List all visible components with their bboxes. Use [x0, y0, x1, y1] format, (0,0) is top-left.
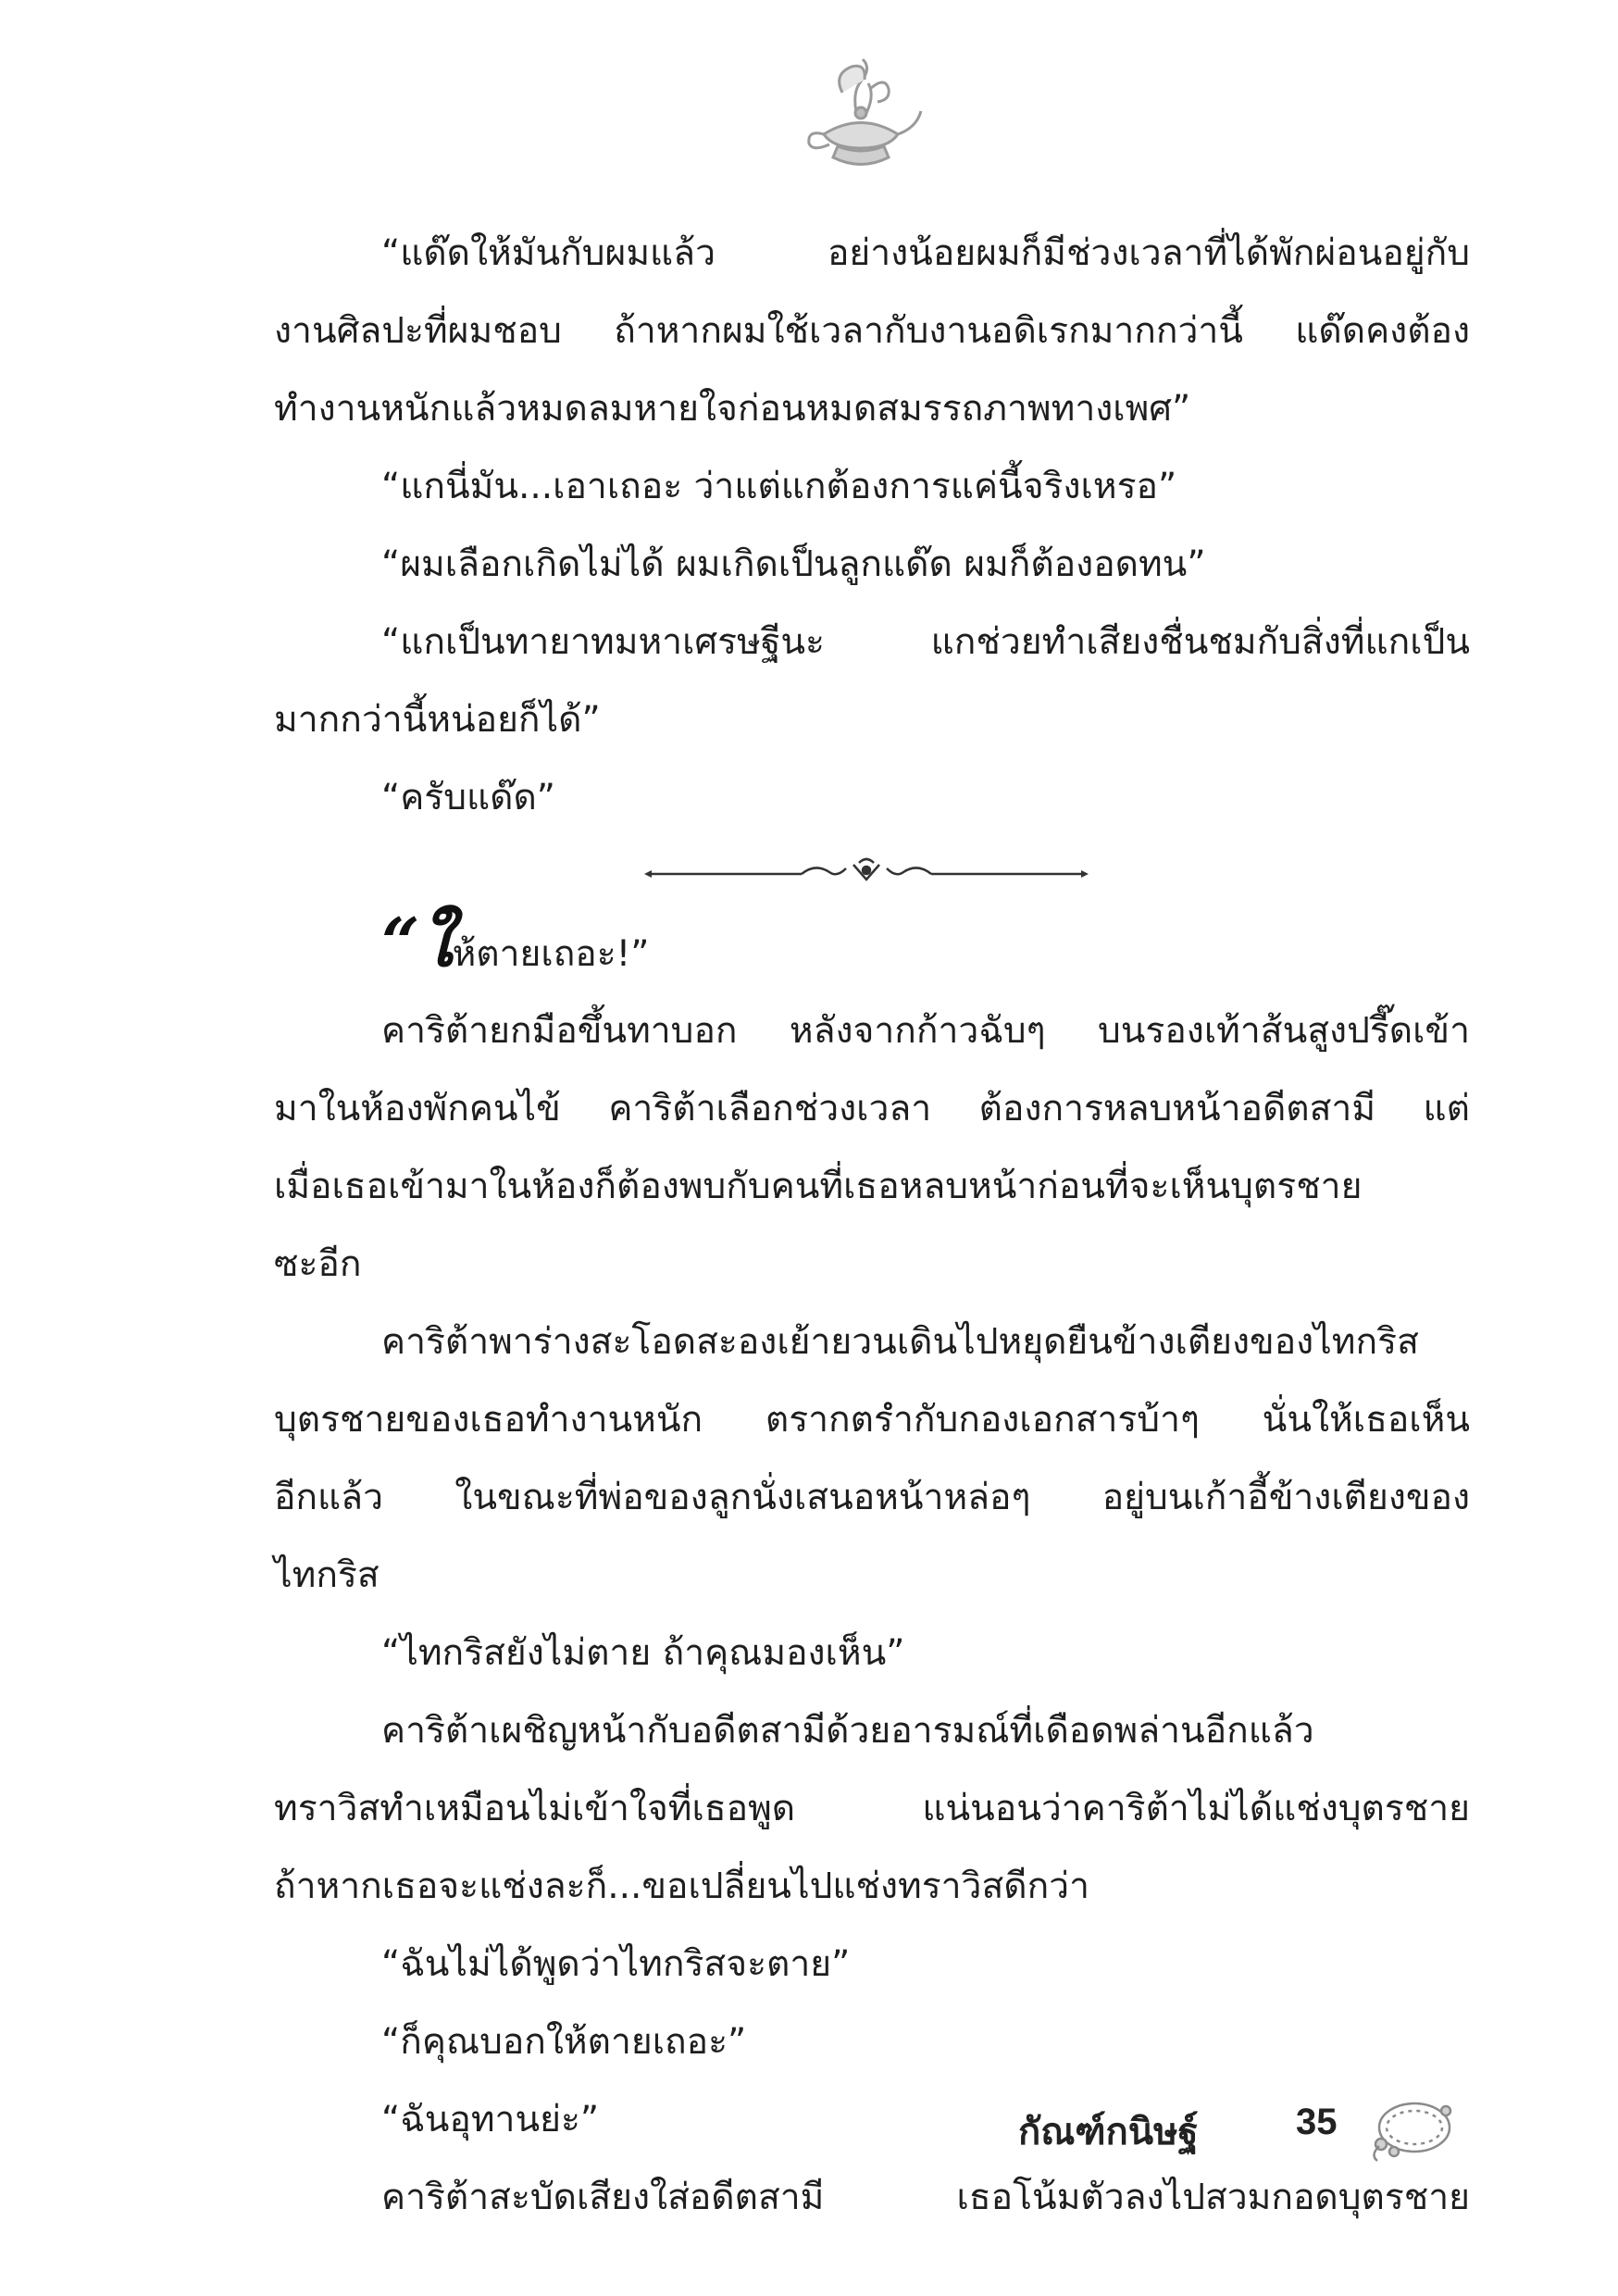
paragraph-line: อีกแล้ว ในขณะที่พ่อของลูกนั่งเสนอหน้าหล่อๆ อยู่บนเก้าอี้ข้างเตียงของ	[274, 1477, 1470, 1518]
paragraph-text: ห้ตายเถอะ!”	[452, 933, 650, 975]
paragraph-line: ซะอีก	[274, 1243, 362, 1285]
paragraph-line: บุตรชายของเธอทำงานหนัก ตรากตรำกับกองเอกสารบ้าๆ นั่นให้เธอเห็น	[274, 1399, 1470, 1441]
bracelet-icon	[1366, 2090, 1459, 2168]
drop-cap: “ใ	[381, 903, 453, 981]
paragraph-line: คาริต้ายกมือขึ้นทาบอก หลังจากก้าวฉับๆ บนรองเท้าส้นสูงปรี๊ดเข้า	[381, 1010, 1470, 1052]
body-text	[274, 215, 1470, 2237]
page-footer	[1018, 2090, 1462, 2165]
paragraph-line: “ผมเลือกเกิดไม่ได้ ผมเกิดเป็นลูกแด๊ด ผมก็ต้องอดทน”	[381, 543, 1206, 585]
paragraph-line: ถ้าหากเธอจะแช่งละก็...ขอเปลี่ยนไปแช่งทราวิสดีกว่า	[274, 1866, 1089, 1907]
chapter-opening-line	[274, 903, 1470, 992]
paragraph-line: มากกว่านี้หน่อยก็ได้”	[274, 699, 601, 741]
paragraph-line: “แกนี่มัน...เอาเถอะ ว่าแต่แกต้องการแค่นี้จริงเหรอ”	[381, 466, 1177, 507]
paragraph-line: ทำงานหนักแล้วหมดลมหายใจก่อนหมดสมรรถภาพทางเพศ”	[274, 388, 1191, 430]
paragraph-line: “แด๊ดให้มันกับผมแล้ว อย่างน้อยผมก็มีช่วงเวลาที่ได้พักผ่อนอยู่กับ	[381, 232, 1470, 274]
paragraph-line: งานศิลปะที่ผมชอบ ถ้าหากผมใช้เวลากับงานอดิเรกมากกว่านี้ แด๊ดคงต้อง	[274, 310, 1470, 352]
paragraph-line: คาริต้าสะบัดเสียงใส่อดีตสามี เธอโน้มตัวลงไปสวมกอดบุตรชาย	[381, 2177, 1470, 2218]
floral-divider-icon	[274, 837, 1470, 915]
paragraph-line: มาในห้องพักคนไข้ คาริต้าเลือกช่วงเวลา ต้องการหลบหน้าอดีตสามี แต่	[274, 1088, 1470, 1129]
paragraph-line: ไทกริส	[274, 1554, 380, 1596]
genie-lamp-icon	[796, 56, 926, 176]
paragraph-line: “ครับแด๊ด”	[381, 777, 555, 818]
paragraph-line: คาริต้าเผชิญหน้ากับอดีตสามีด้วยอารมณ์ที่เดือดพล่านอีกแล้ว	[381, 1710, 1314, 1752]
paragraph-line: คาริต้าพาร่างสะโอดสะองเย้ายวนเดินไปหยุดยืนข้างเตียงของไทกริส	[381, 1321, 1419, 1363]
paragraph-line: “ฉันอุทานย่ะ”	[381, 2099, 600, 2140]
paragraph-line: ทราวิสทำเหมือนไม่เข้าใจที่เธอพูด แน่นอนว่าคาริต้าไม่ได้แช่งบุตรชาย	[274, 1788, 1470, 1829]
book-title: กัณฑ์กนิษฐ์	[1018, 2111, 1199, 2153]
paragraph-line: “ก็คุณบอกให้ตายเถอะ”	[381, 2021, 747, 2063]
page-number: 35	[1296, 2102, 1338, 2142]
paragraph-line: “ฉันไม่ได้พูดว่าไทกริสจะตาย”	[381, 1943, 851, 1985]
paragraph-line: “ไทกริสยังไม่ตาย ถ้าคุณมองเห็น”	[381, 1632, 905, 1674]
paragraph-line: “แกเป็นทายาทมหาเศรษฐีนะ แกช่วยทำเสียงชื่นชมกับสิ่งที่แกเป็น	[381, 621, 1470, 663]
paragraph-line: เมื่อเธอเข้ามาในห้องก็ต้องพบกับคนที่เธอหลบหน้าก่อนที่จะเห็นบุตรชาย	[274, 1166, 1363, 1207]
